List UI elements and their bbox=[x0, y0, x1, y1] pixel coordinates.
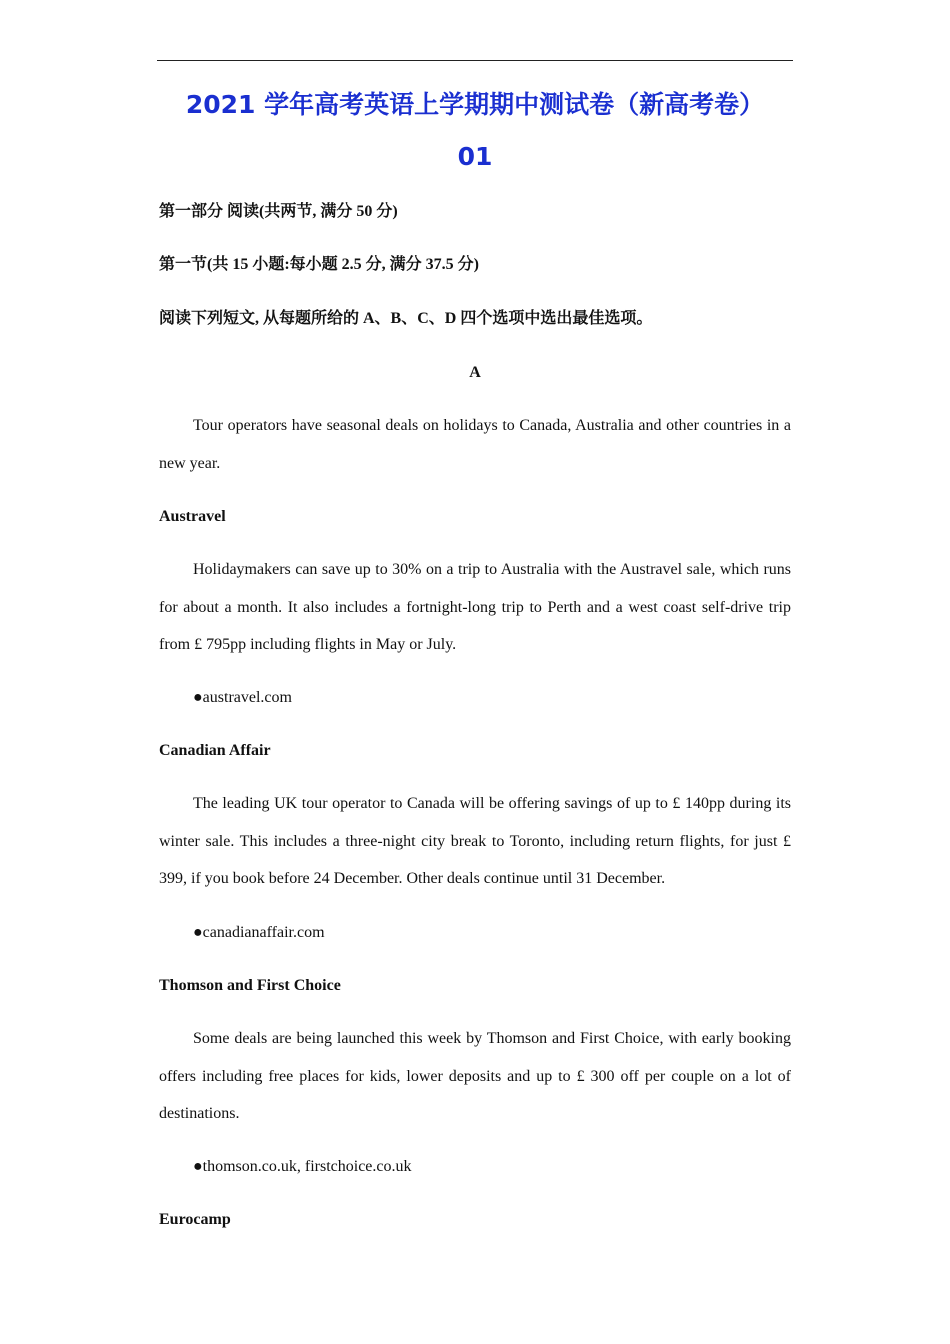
link-thomson: ●thomson.co.uk, firstchoice.co.uk bbox=[193, 1158, 412, 1175]
document-title-line-1: 2021 学年高考英语上学期期中测试卷（新高考卷） bbox=[185, 90, 765, 119]
section-heading-eurocamp: Eurocamp bbox=[159, 1211, 231, 1228]
part-heading: 第一部分 阅读(共两节, 满分 50 分) bbox=[159, 203, 398, 220]
section-heading-thomson: Thomson and First Choice bbox=[159, 977, 341, 994]
passage-label: A bbox=[469, 364, 481, 381]
link-austravel: ●austravel.com bbox=[193, 689, 292, 706]
link-canadian-affair: ●canadianaffair.com bbox=[193, 924, 325, 941]
header-rule bbox=[157, 60, 793, 61]
section-body-canadian-affair: The leading UK tour operator to Canada will be offering savings of up to £ 140pp during its winter sale. This includes a three-night city break to Toronto, including return flights, for just £ 399, if you book before 24 December. Other deals continue until 31 December. bbox=[159, 795, 791, 887]
directions-text: 阅读下列短文, 从每题所给的 A、B、C、D 四个选项中选出最佳选项。 bbox=[159, 310, 653, 327]
section-body-thomson: Some deals are being launched this week by Thomson and First Choice, with early booking offers including free places for kids, lower deposits and up to £ 300 off per couple on a lot of destinations. bbox=[159, 1030, 791, 1122]
section-heading-canadian-affair: Canadian Affair bbox=[159, 742, 271, 759]
document-title-line-2: 01 bbox=[457, 142, 493, 171]
passage-intro: Tour operators have seasonal deals on holidays to Canada, Australia and other countries in a new year. bbox=[159, 417, 791, 472]
section-heading-austravel: Austravel bbox=[159, 508, 226, 525]
section-heading: 第一节(共 15 小题:每小题 2.5 分, 满分 37.5 分) bbox=[159, 256, 479, 273]
section-body-austravel: Holidaymakers can save up to 30% on a trip to Australia with the Austravel sale, which runs for about a month. It also includes a fortnight-long trip to Perth and a west coast self-drive trip from £ 795pp including flights in May or July. bbox=[159, 561, 791, 653]
